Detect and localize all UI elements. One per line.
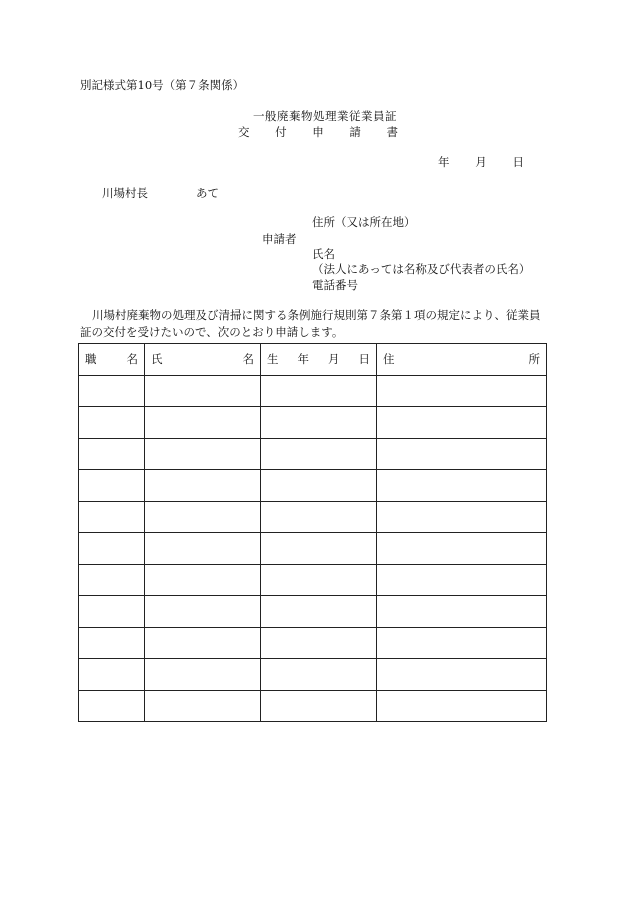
- cell-birthdate[interactable]: [261, 375, 377, 407]
- table-row: [79, 627, 547, 659]
- cell-position[interactable]: [79, 596, 145, 628]
- cell-name[interactable]: [145, 627, 261, 659]
- cell-address[interactable]: [377, 564, 547, 596]
- addressee-name: 川場村長: [102, 186, 148, 200]
- date-line: [438, 157, 524, 169]
- cell-name[interactable]: [145, 596, 261, 628]
- subtitle-char: 申: [312, 125, 324, 139]
- cell-address[interactable]: [377, 438, 547, 470]
- cell-position[interactable]: [79, 470, 145, 502]
- cell-position[interactable]: [79, 627, 145, 659]
- cell-position[interactable]: [79, 659, 145, 691]
- phone-label: 電話番号: [312, 278, 358, 292]
- application-statement: [80, 307, 548, 340]
- statement-text: 川場村廃棄物の処理及び清掃に関する条例施行規則第７条第１項の規定により、従業員証の交付を受けたいので、次のとおり申請します。: [80, 308, 541, 339]
- cell-birthdate[interactable]: [261, 438, 377, 470]
- subtitle-char: 請: [349, 125, 361, 139]
- cell-position[interactable]: [79, 533, 145, 565]
- table-body: [79, 375, 547, 722]
- cell-address[interactable]: [377, 501, 547, 533]
- cell-address[interactable]: [377, 470, 547, 502]
- cell-address[interactable]: [377, 533, 547, 565]
- cell-position[interactable]: [79, 501, 145, 533]
- cell-birthdate[interactable]: [261, 470, 377, 502]
- cell-name[interactable]: [145, 470, 261, 502]
- cell-position[interactable]: [79, 375, 145, 407]
- cell-address[interactable]: [377, 596, 547, 628]
- cell-name[interactable]: [145, 501, 261, 533]
- cell-address[interactable]: [377, 407, 547, 439]
- cell-position[interactable]: [79, 690, 145, 722]
- cell-birthdate[interactable]: [261, 564, 377, 596]
- form-number: 別記様式第10号（第７条関係）: [80, 78, 245, 92]
- header-birthdate: 生 年 月 日: [261, 344, 377, 376]
- corporate-note: （法人にあっては名称及び代表者の氏名）: [312, 262, 531, 276]
- addressee-suffix: あて: [196, 186, 219, 200]
- subtitle-char: 付: [275, 125, 287, 139]
- date-day: 日: [512, 155, 524, 169]
- cell-birthdate[interactable]: [261, 533, 377, 565]
- cell-name[interactable]: [145, 690, 261, 722]
- table-header-row: [79, 344, 547, 376]
- cell-birthdate[interactable]: [261, 627, 377, 659]
- employee-table: [78, 343, 547, 722]
- cell-birthdate[interactable]: [261, 407, 377, 439]
- table-row: [79, 407, 547, 439]
- table-row: [79, 501, 547, 533]
- cell-name[interactable]: [145, 564, 261, 596]
- cell-address[interactable]: [377, 375, 547, 407]
- cell-address[interactable]: [377, 627, 547, 659]
- cell-name[interactable]: [145, 438, 261, 470]
- table-row: [79, 659, 547, 691]
- date-year: 年: [438, 155, 450, 169]
- document-title: 一般廃棄物処理業従業員証: [253, 109, 397, 123]
- cell-address[interactable]: [377, 659, 547, 691]
- table-row: [79, 596, 547, 628]
- subtitle-char: 交: [238, 125, 250, 139]
- cell-birthdate[interactable]: [261, 659, 377, 691]
- name-label: 氏名: [312, 247, 335, 261]
- applicant-label: 申請者: [262, 232, 297, 246]
- table-row: [79, 533, 547, 565]
- addressee: [102, 188, 219, 200]
- cell-position[interactable]: [79, 407, 145, 439]
- cell-name[interactable]: [145, 375, 261, 407]
- table-row: [79, 470, 547, 502]
- table-row: [79, 438, 547, 470]
- subtitle-char: 書: [386, 125, 398, 139]
- address-label: 住所（又は所在地）: [312, 215, 416, 229]
- cell-birthdate[interactable]: [261, 501, 377, 533]
- header-address: 住 所: [377, 344, 547, 376]
- cell-birthdate[interactable]: [261, 596, 377, 628]
- table-row: [79, 564, 547, 596]
- cell-name[interactable]: [145, 407, 261, 439]
- cell-position[interactable]: [79, 564, 145, 596]
- cell-position[interactable]: [79, 438, 145, 470]
- date-month: 月: [475, 155, 487, 169]
- header-position: 職 名: [79, 344, 145, 376]
- cell-birthdate[interactable]: [261, 690, 377, 722]
- header-name: 氏 名: [145, 344, 261, 376]
- cell-name[interactable]: [145, 659, 261, 691]
- cell-address[interactable]: [377, 690, 547, 722]
- table-row: [79, 375, 547, 407]
- document-subtitle: [238, 127, 398, 139]
- cell-name[interactable]: [145, 533, 261, 565]
- table-row: [79, 690, 547, 722]
